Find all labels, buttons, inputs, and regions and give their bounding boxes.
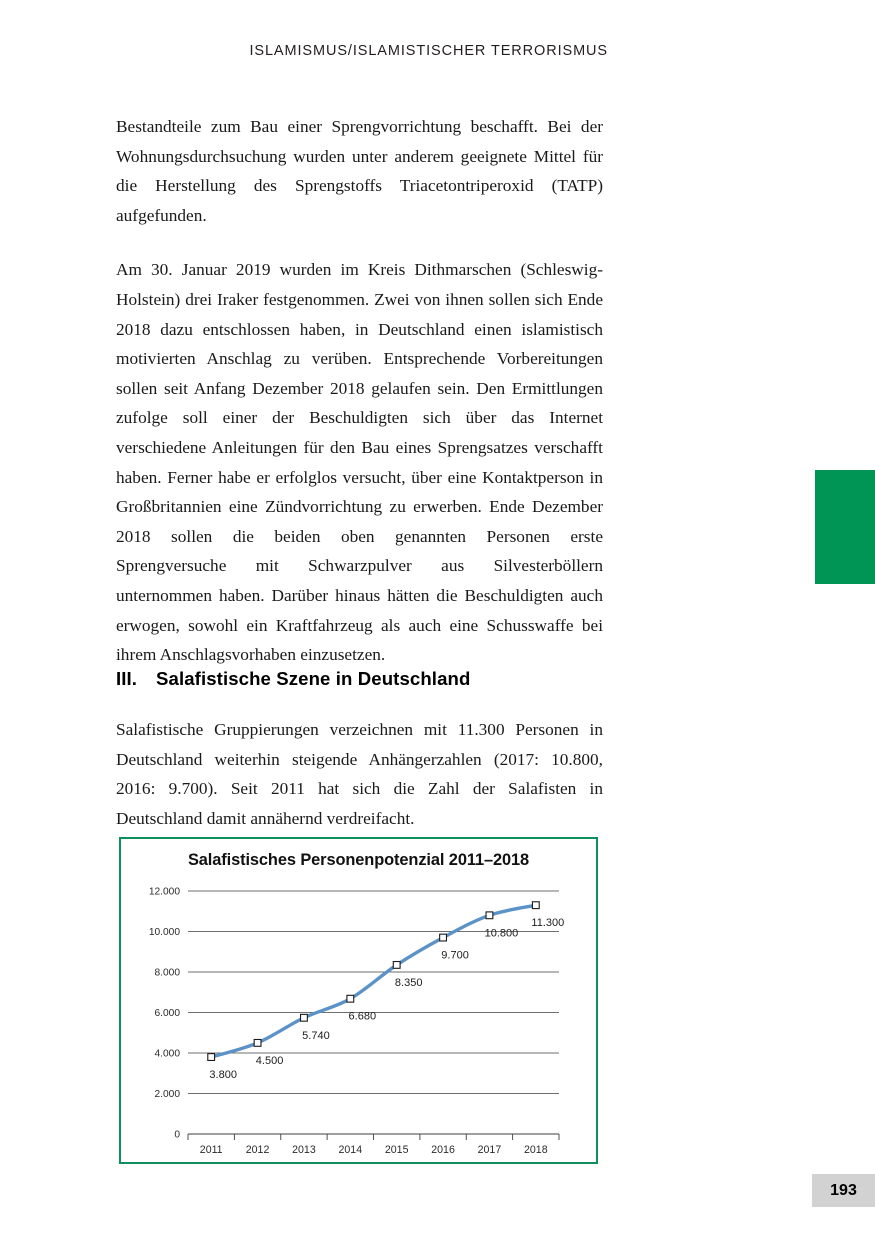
chapter-color-tab bbox=[815, 470, 875, 584]
data-point-marker bbox=[393, 962, 400, 969]
paragraph: Am 30. Januar 2019 wurden im Kreis Dithmarschen (Schleswig-Holstein) drei Iraker festgenommen. Zwei von ihnen sollen sich Ende 2018 dazu entschlossen haben, in Deutschland einen islamistisch motivierten Anschlag zu verüben. Entsprechende Vorbereitungen sollen seit Anfang Dezember 2018 gelaufen sein. Den Ermittlungen zufolge soll einer der Beschuldigten sich über das Internet verschiedene Anleitungen für den Bau eines Sprengsatzes verschafft haben. Ferner habe er erfolglos versucht, über eine Kontaktperson in Großbritannien eine Zündvorrichtung zu erwerben. Ende Dezember 2018 sollen die beiden oben genannten Personen erste Sprengversuche mit Schwarzpulver aus Silvesterböllern unternommen haben. Darüber hinaus hätten die Beschuldigten auch erwogen, sowohl ein Kraftfahrzeug als auch eine Schusswaffe bei ihrem Anschlagsvorhaben einzusetzen. bbox=[116, 260, 603, 665]
y-axis-tick-label: 4.000 bbox=[154, 1048, 180, 1060]
data-point-label: 8.350 bbox=[394, 976, 423, 989]
y-axis-tick-label: 12.000 bbox=[148, 886, 180, 898]
section-heading bbox=[116, 668, 470, 690]
data-point-marker bbox=[347, 995, 354, 1002]
data-point-label: 3.800 bbox=[209, 1069, 237, 1082]
y-axis-tick-label: 0 bbox=[174, 1129, 180, 1141]
data-point-label: 5.740 bbox=[302, 1029, 330, 1042]
x-axis-tick-label: 2011 bbox=[199, 1144, 223, 1156]
paragraph: Bestandteile zum Bau einer Sprengvorrichtung beschafft. Bei der Wohnungsdurchsuchung wurden unter anderem geeignete Mittel für die Herstellung des Sprengstoffs Triacetontriperoxid (TATP) aufgefunden. bbox=[116, 117, 603, 225]
paragraph: Salafistische Gruppierungen verzeichnen mit 11.300 Personen in Deutschland weiterhin steigende Anhängerzahlen (2017: 10.800, 2016: 9.700). Seit 2011 hat sich die Zahl der Salafisten in Deutschland damit annähernd verdreifacht. bbox=[116, 720, 603, 828]
data-point-label: 4.500 bbox=[255, 1054, 284, 1067]
page-number-box bbox=[812, 1174, 875, 1207]
data-point-label: 11.300 bbox=[531, 917, 565, 930]
x-axis-tick-label: 2018 bbox=[524, 1144, 548, 1156]
section-intro-block bbox=[116, 715, 603, 833]
x-axis-tick-label: 2017 bbox=[477, 1144, 502, 1156]
y-axis-tick-label: 10.000 bbox=[148, 927, 180, 939]
y-axis-tick-label: 8.000 bbox=[154, 967, 180, 979]
x-axis-tick-label: 2013 bbox=[292, 1144, 316, 1156]
data-point-marker bbox=[301, 1014, 308, 1021]
chart-title: Salafistisches Personenpotenzial 2011–2018 bbox=[187, 851, 530, 869]
x-axis-tick-label: 2012 bbox=[245, 1144, 270, 1156]
data-point-marker bbox=[532, 902, 539, 909]
section-numeral: III. bbox=[116, 668, 138, 689]
data-point-marker bbox=[440, 934, 447, 941]
data-point-marker bbox=[208, 1054, 215, 1061]
running-header: ISLAMISMUS/ISLAMISTISCHER TERRORISMUS bbox=[249, 43, 608, 59]
x-axis-tick-label: 2016 bbox=[431, 1144, 455, 1156]
chart-container bbox=[119, 837, 598, 1164]
page-number: 193 bbox=[830, 1181, 857, 1199]
y-axis-tick-label: 2.000 bbox=[154, 1089, 180, 1101]
body-text-column bbox=[116, 112, 603, 670]
line-chart bbox=[121, 839, 596, 1162]
data-point-label: 10.800 bbox=[484, 927, 519, 940]
data-point-marker bbox=[486, 912, 493, 919]
y-axis-tick-label: 6.000 bbox=[154, 1008, 180, 1020]
x-axis-tick-label: 2015 bbox=[384, 1144, 409, 1156]
data-point-marker bbox=[254, 1039, 261, 1046]
x-axis-tick-label: 2014 bbox=[338, 1144, 363, 1156]
data-point-label: 9.700 bbox=[441, 949, 469, 962]
data-point-label: 6.680 bbox=[348, 1010, 377, 1023]
section-title: Salafistische Szene in Deutschland bbox=[156, 668, 471, 689]
